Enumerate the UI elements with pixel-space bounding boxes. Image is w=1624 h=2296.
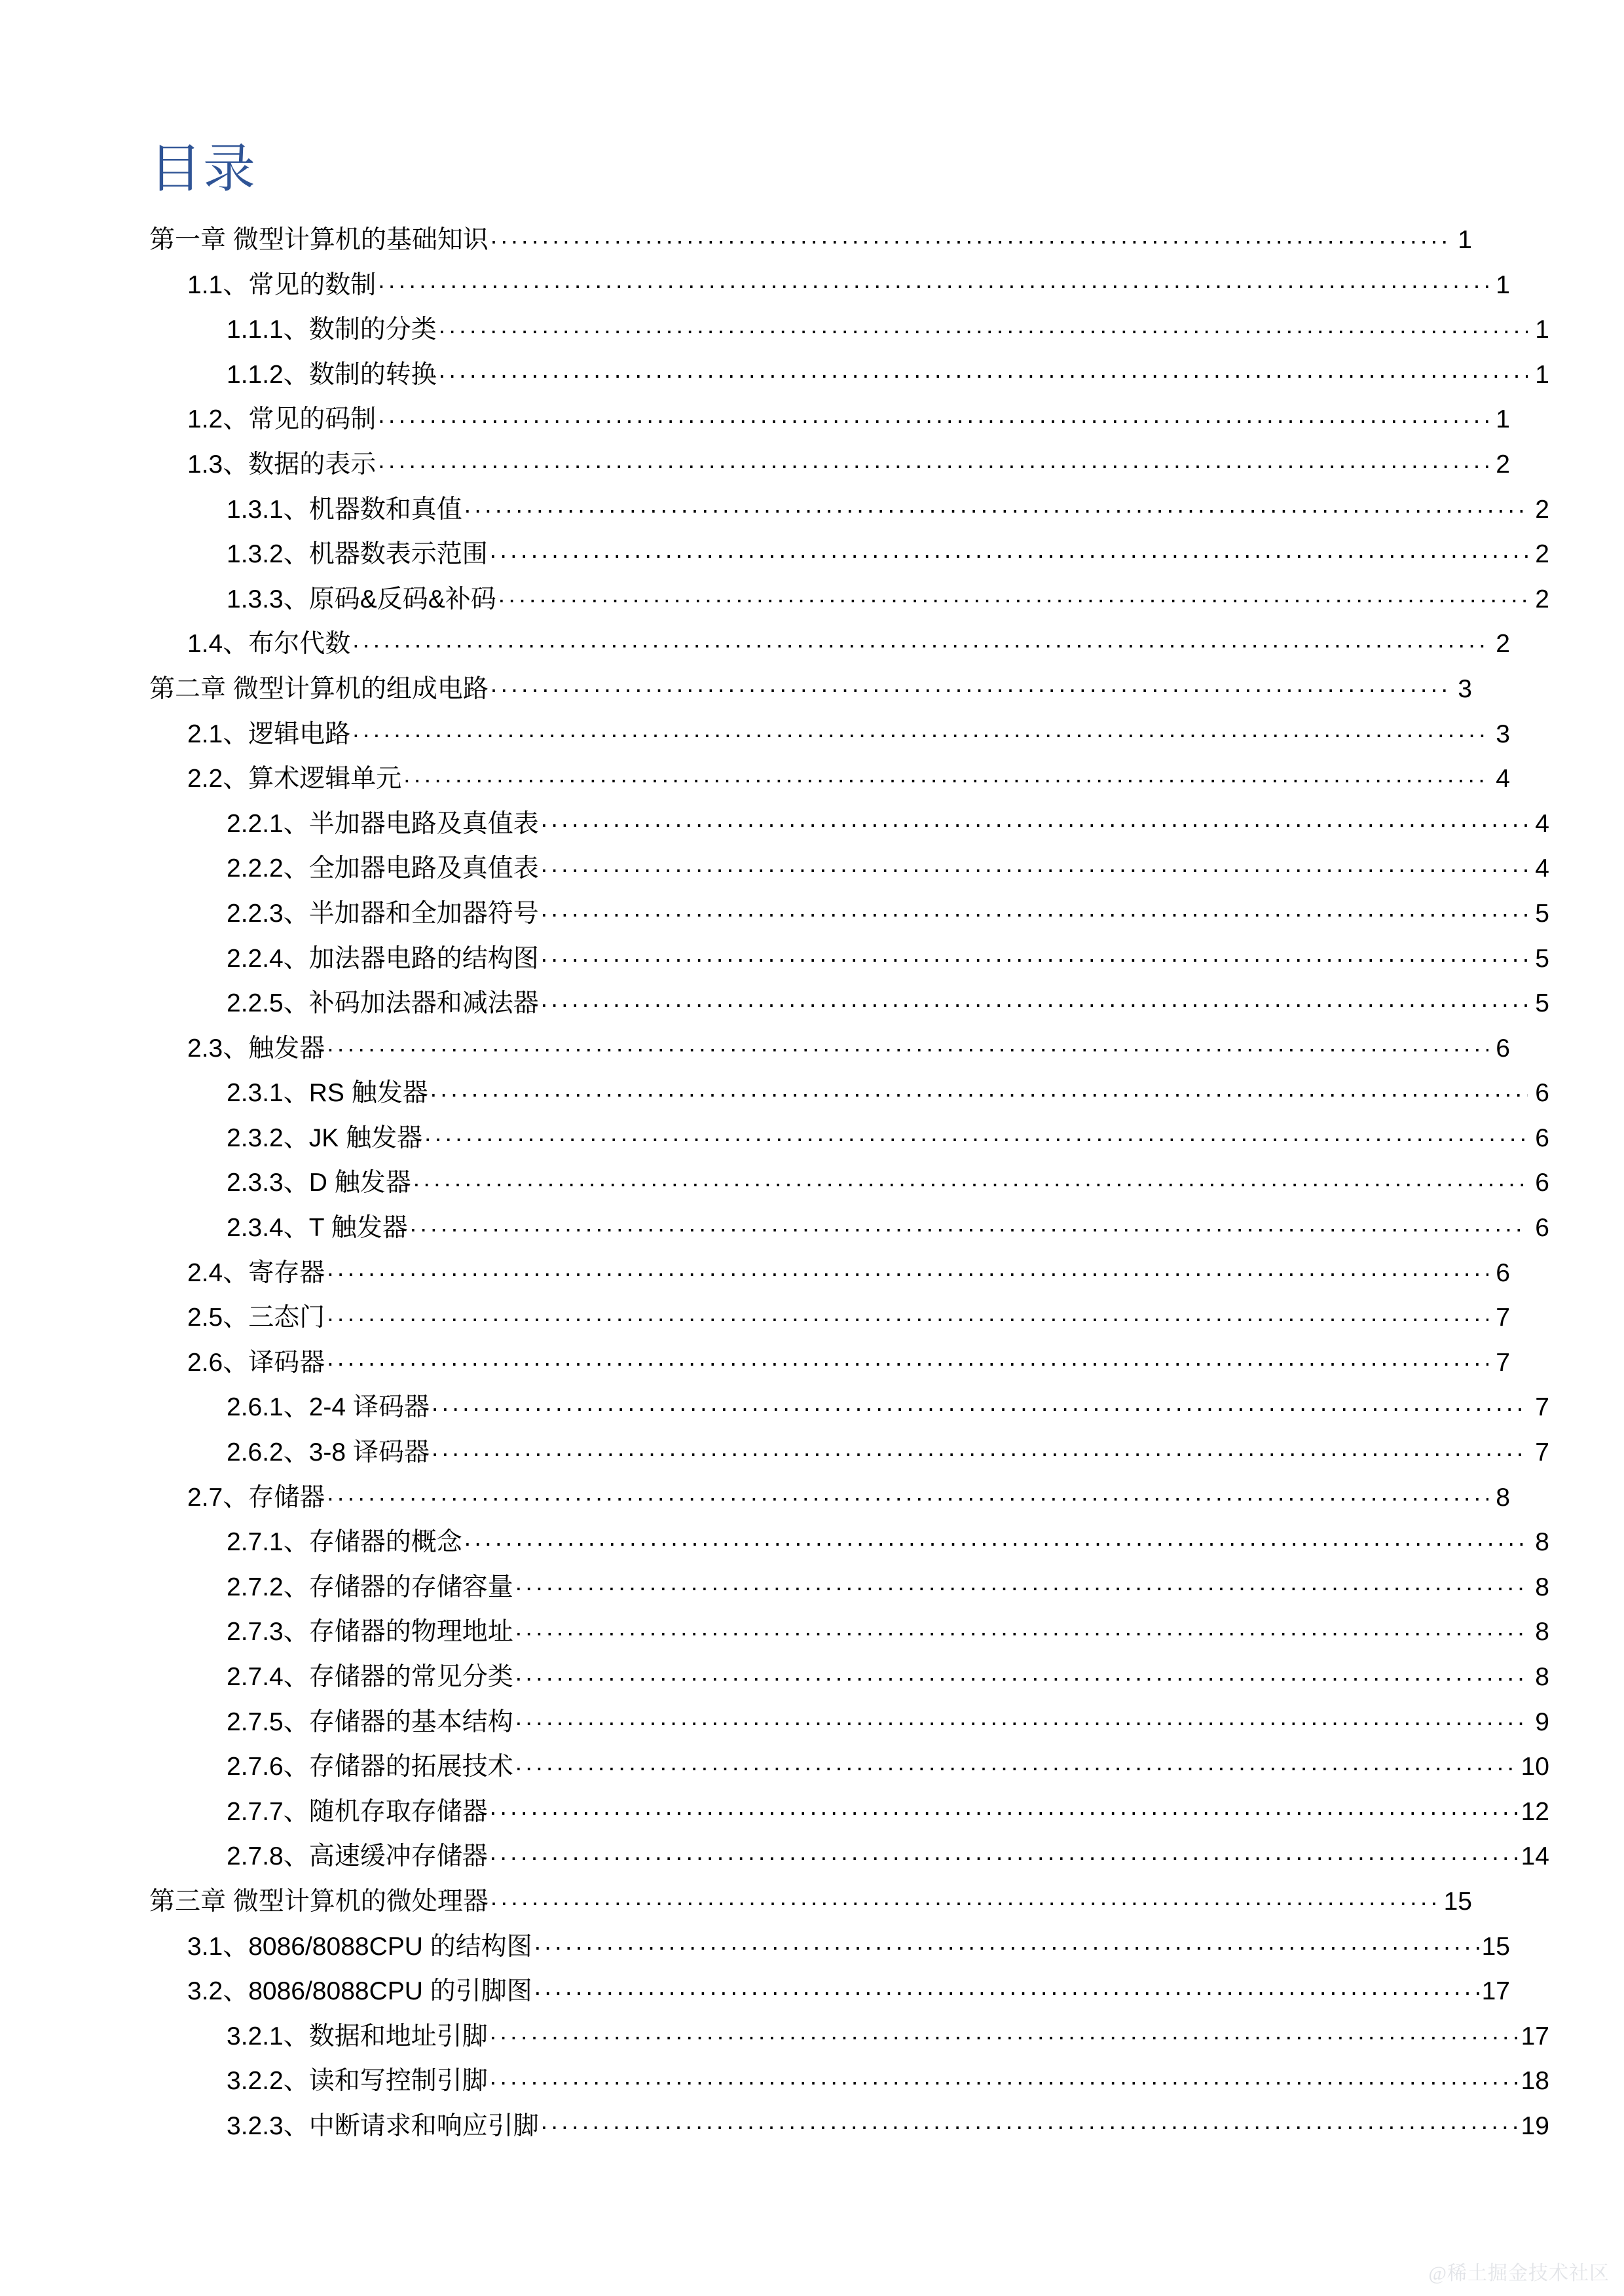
toc-entry[interactable] — [149, 312, 1549, 342]
toc-entry[interactable] — [149, 1165, 1549, 1195]
toc-leader-dots — [515, 1614, 1528, 1640]
toc-entry-label: 2.3.4、T 触发器 — [227, 1214, 408, 1243]
toc-entry[interactable] — [149, 1614, 1549, 1645]
toc-entry[interactable] — [149, 1525, 1549, 1555]
toc-entry-label: 1.2、常见的码制 — [187, 405, 377, 434]
toc-entry-label: 1.3.1、机器数和真值 — [227, 495, 462, 524]
toc-leader-dots — [424, 1121, 1528, 1146]
toc-entry-page-number: 2 — [1496, 630, 1510, 659]
toc-entry[interactable] — [149, 717, 1510, 747]
toc-leader-dots — [378, 268, 1488, 293]
toc-entry-page-number: 15 — [1481, 1932, 1510, 1961]
table-of-contents-list — [149, 223, 1549, 2140]
toc-entry-label: 2.6、译码器 — [187, 1348, 325, 1377]
toc-entry-label: 2.1、逻辑电路 — [187, 720, 351, 748]
toc-entry-page-number: 6 — [1496, 1258, 1510, 1287]
toc-leader-dots — [327, 1256, 1488, 1281]
toc-entry[interactable] — [149, 1345, 1510, 1376]
toc-entry-page-number: 8 — [1535, 1573, 1549, 1601]
toc-leader-dots — [464, 1525, 1528, 1550]
toc-entry[interactable] — [149, 941, 1549, 972]
toc-leader-dots — [515, 1570, 1528, 1595]
toc-entry-label: 2.6.1、2-4 译码器 — [227, 1393, 430, 1422]
toc-entry[interactable] — [149, 1121, 1549, 1151]
toc-entry-page-number: 2 — [1535, 495, 1549, 524]
toc-entry-page-number: 19 — [1521, 2111, 1549, 2140]
toc-entry-page-number: 6 — [1535, 1123, 1549, 1152]
toc-entry-page-number: 3 — [1496, 720, 1510, 748]
toc-entry[interactable] — [149, 1749, 1549, 1779]
toc-entry-page-number: 9 — [1535, 1707, 1549, 1736]
toc-entry-label: 2.7.2、存储器的存储容量 — [227, 1573, 513, 1601]
toc-container — [149, 139, 1549, 2154]
toc-entry[interactable] — [149, 1929, 1510, 1959]
toc-entry[interactable] — [149, 807, 1549, 837]
toc-entry-label: 3.2.2、读和写控制引脚 — [227, 2067, 488, 2096]
toc-leader-dots — [490, 537, 1528, 562]
toc-entry[interactable] — [149, 582, 1549, 612]
toc-entry-label: 2.2.4、加法器电路的结构图 — [227, 944, 539, 973]
toc-leader-dots — [378, 447, 1488, 473]
toc-entry-page-number: 1 — [1458, 226, 1472, 254]
toc-entry-label: 1.3、数据的表示 — [187, 450, 377, 479]
toc-entry-page-number: 4 — [1535, 854, 1549, 883]
toc-entry[interactable] — [149, 492, 1549, 522]
toc-entry-label: 2.3.2、JK 触发器 — [227, 1123, 423, 1152]
toc-entry-page-number: 3 — [1458, 674, 1472, 703]
toc-entry-label: 2.7.1、存储器的概念 — [227, 1528, 462, 1557]
toc-entry[interactable] — [149, 2109, 1549, 2139]
toc-entry[interactable] — [149, 1435, 1549, 1465]
toc-entry-page-number: 7 — [1535, 1438, 1549, 1467]
toc-entry[interactable] — [149, 1076, 1549, 1106]
toc-entry-label: 2.2.2、全加器电路及真值表 — [227, 854, 539, 883]
toc-entry[interactable] — [149, 2019, 1549, 2049]
toc-entry[interactable] — [149, 1256, 1510, 1286]
toc-entry-page-number: 15 — [1443, 1887, 1472, 1916]
toc-entry-label: 2.5、三态门 — [187, 1303, 325, 1332]
toc-entry-page-number: 6 — [1535, 1169, 1549, 1197]
toc-entry-label: 3.2、8086/8088CPU 的引脚图 — [187, 1977, 532, 2006]
toc-entry-label: 3.2.1、数据和地址引脚 — [227, 2022, 488, 2050]
toc-entry[interactable] — [149, 896, 1549, 926]
toc-entry-page-number: 1 — [1496, 270, 1510, 299]
toc-entry[interactable] — [149, 402, 1510, 432]
toc-entry-label: 2.3.1、RS 触发器 — [227, 1079, 428, 1108]
toc-leader-dots — [515, 1749, 1519, 1775]
toc-entry-label: 2.3.3、D 触发器 — [227, 1169, 411, 1197]
toc-entry[interactable] — [149, 672, 1472, 702]
toc-entry-page-number: 2 — [1535, 585, 1549, 613]
toc-leader-dots — [490, 1795, 1519, 1820]
toc-leader-dots — [498, 582, 1528, 608]
page-title: 目录 — [149, 139, 257, 198]
toc-leader-dots — [515, 1705, 1528, 1730]
toc-leader-dots — [541, 941, 1528, 967]
toc-leader-dots — [541, 807, 1528, 832]
toc-leader-dots — [410, 1211, 1528, 1236]
toc-leader-dots — [327, 1345, 1488, 1371]
toc-entry-page-number: 10 — [1521, 1753, 1549, 1781]
toc-entry-label: 2.7.4、存储器的常见分类 — [227, 1663, 513, 1691]
toc-entry[interactable] — [149, 761, 1510, 792]
toc-entry[interactable] — [149, 1390, 1549, 1420]
toc-entry-label: 第二章 微型计算机的组成电路 — [149, 674, 489, 703]
toc-entry-label: 1.1.1、数制的分类 — [227, 316, 437, 344]
toc-leader-dots — [490, 1839, 1519, 1865]
toc-leader-dots — [464, 492, 1528, 518]
toc-entry-label: 2.7.7、随机存取存储器 — [227, 1797, 488, 1826]
toc-entry-label: 2.6.2、3-8 译码器 — [227, 1438, 430, 1467]
toc-entry-label: 1.3.3、原码&反码&补码 — [227, 585, 496, 613]
toc-entry-label: 3.2.3、中断请求和响应引脚 — [227, 2111, 539, 2140]
toc-leader-dots — [515, 1660, 1528, 1685]
toc-entry[interactable] — [149, 627, 1510, 657]
toc-leader-dots — [490, 223, 1450, 248]
toc-entry-page-number: 6 — [1535, 1214, 1549, 1243]
toc-entry-label: 2.7.3、存储器的物理地址 — [227, 1618, 513, 1647]
toc-entry[interactable] — [149, 1795, 1549, 1825]
toc-entry-page-number: 5 — [1535, 899, 1549, 928]
toc-entry-label: 2.7.8、高速缓冲存储器 — [227, 1842, 488, 1871]
toc-entry-page-number: 5 — [1535, 944, 1549, 973]
toc-leader-dots — [432, 1435, 1528, 1461]
toc-leader-dots — [490, 2064, 1519, 2089]
toc-leader-dots — [439, 357, 1528, 383]
toc-entry-label: 2.2、算术逻辑单元 — [187, 765, 402, 793]
toc-leader-dots — [378, 402, 1488, 428]
toc-leader-dots — [490, 672, 1450, 697]
toc-leader-dots — [439, 312, 1528, 338]
toc-leader-dots — [541, 2109, 1519, 2134]
toc-entry[interactable] — [149, 1884, 1472, 1914]
toc-leader-dots — [541, 851, 1528, 877]
toc-entry[interactable] — [149, 1660, 1549, 1690]
toc-entry-label: 3.1、8086/8088CPU 的结构图 — [187, 1932, 532, 1961]
toc-leader-dots — [327, 1031, 1488, 1057]
toc-entry-page-number: 7 — [1496, 1348, 1510, 1377]
toc-entry-page-number: 17 — [1481, 1977, 1510, 2006]
toc-entry-page-number: 6 — [1496, 1034, 1510, 1063]
toc-entry-page-number: 17 — [1521, 2022, 1549, 2050]
toc-entry-page-number: 8 — [1496, 1483, 1510, 1512]
toc-entry[interactable] — [149, 2064, 1549, 2094]
toc-leader-dots — [534, 1929, 1480, 1955]
toc-entry[interactable] — [149, 1300, 1510, 1330]
toc-entry-page-number: 2 — [1535, 540, 1549, 569]
toc-entry-label: 第三章 微型计算机的微处理器 — [149, 1887, 489, 1916]
toc-entry[interactable] — [149, 537, 1549, 567]
toc-entry-label: 2.3、触发器 — [187, 1034, 325, 1063]
toc-entry[interactable] — [149, 1839, 1549, 1869]
toc-entry-page-number: 4 — [1496, 765, 1510, 793]
toc-entry-page-number: 4 — [1535, 809, 1549, 838]
toc-leader-dots — [413, 1165, 1528, 1191]
toc-leader-dots — [352, 627, 1488, 652]
toc-entry-page-number: 14 — [1521, 1842, 1549, 1871]
toc-leader-dots — [490, 1884, 1442, 1910]
toc-entry-label: 1.1.2、数制的转换 — [227, 360, 437, 389]
toc-entry[interactable] — [149, 268, 1510, 298]
toc-entry-label: 1.3.2、机器数表示范围 — [227, 540, 488, 569]
toc-entry-label: 2.2.1、半加器电路及真值表 — [227, 809, 539, 838]
toc-entry[interactable] — [149, 986, 1549, 1016]
toc-entry-page-number: 8 — [1535, 1663, 1549, 1691]
toc-entry-page-number: 1 — [1496, 405, 1510, 434]
toc-entry-label: 2.4、寄存器 — [187, 1258, 325, 1287]
toc-entry-label: 1.4、布尔代数 — [187, 630, 351, 659]
toc-entry[interactable] — [149, 851, 1549, 881]
toc-entry[interactable] — [149, 223, 1472, 253]
watermark: @稀土掘金技术社区 — [1428, 2263, 1610, 2284]
toc-entry-label: 2.7.5、存储器的基本结构 — [227, 1707, 513, 1736]
toc-entry[interactable] — [149, 1031, 1510, 1061]
toc-leader-dots — [534, 1974, 1480, 1999]
toc-entry-page-number: 12 — [1521, 1797, 1549, 1826]
toc-leader-dots — [327, 1480, 1488, 1506]
toc-entry[interactable] — [149, 1570, 1549, 1600]
toc-leader-dots — [327, 1300, 1488, 1326]
toc-entry-page-number: 7 — [1535, 1393, 1549, 1422]
toc-leader-dots — [541, 896, 1528, 922]
toc-entry-label: 第一章 微型计算机的基础知识 — [149, 226, 489, 254]
toc-entry-page-number: 8 — [1535, 1618, 1549, 1647]
toc-leader-dots — [490, 2019, 1519, 2045]
toc-leader-dots — [403, 761, 1488, 787]
toc-entry[interactable] — [149, 1705, 1549, 1735]
toc-leader-dots — [432, 1390, 1528, 1415]
toc-entry-page-number: 1 — [1535, 360, 1549, 389]
toc-entry-page-number: 6 — [1535, 1079, 1549, 1108]
toc-leader-dots — [430, 1076, 1528, 1101]
toc-entry-label: 1.1、常见的数制 — [187, 270, 377, 299]
toc-entry-page-number: 1 — [1535, 316, 1549, 344]
toc-entry-page-number: 7 — [1496, 1303, 1510, 1332]
toc-entry[interactable] — [149, 1480, 1510, 1510]
toc-entry-page-number: 8 — [1535, 1528, 1549, 1557]
toc-entry-page-number: 5 — [1535, 989, 1549, 1018]
toc-leader-dots — [541, 986, 1528, 1011]
toc-entry[interactable] — [149, 1211, 1549, 1241]
toc-entry[interactable] — [149, 1974, 1510, 2004]
toc-entry-page-number: 2 — [1496, 450, 1510, 479]
toc-entry-label: 2.7.6、存储器的拓展技术 — [227, 1753, 513, 1781]
toc-entry[interactable] — [149, 357, 1549, 388]
toc-entry-label: 2.7、存储器 — [187, 1483, 325, 1512]
toc-leader-dots — [352, 717, 1488, 742]
toc-entry-label: 2.2.3、半加器和全加器符号 — [227, 899, 539, 928]
toc-entry-page-number: 18 — [1521, 2067, 1549, 2096]
toc-entry[interactable] — [149, 447, 1510, 477]
toc-entry-label: 2.2.5、补码加法器和减法器 — [227, 989, 539, 1018]
